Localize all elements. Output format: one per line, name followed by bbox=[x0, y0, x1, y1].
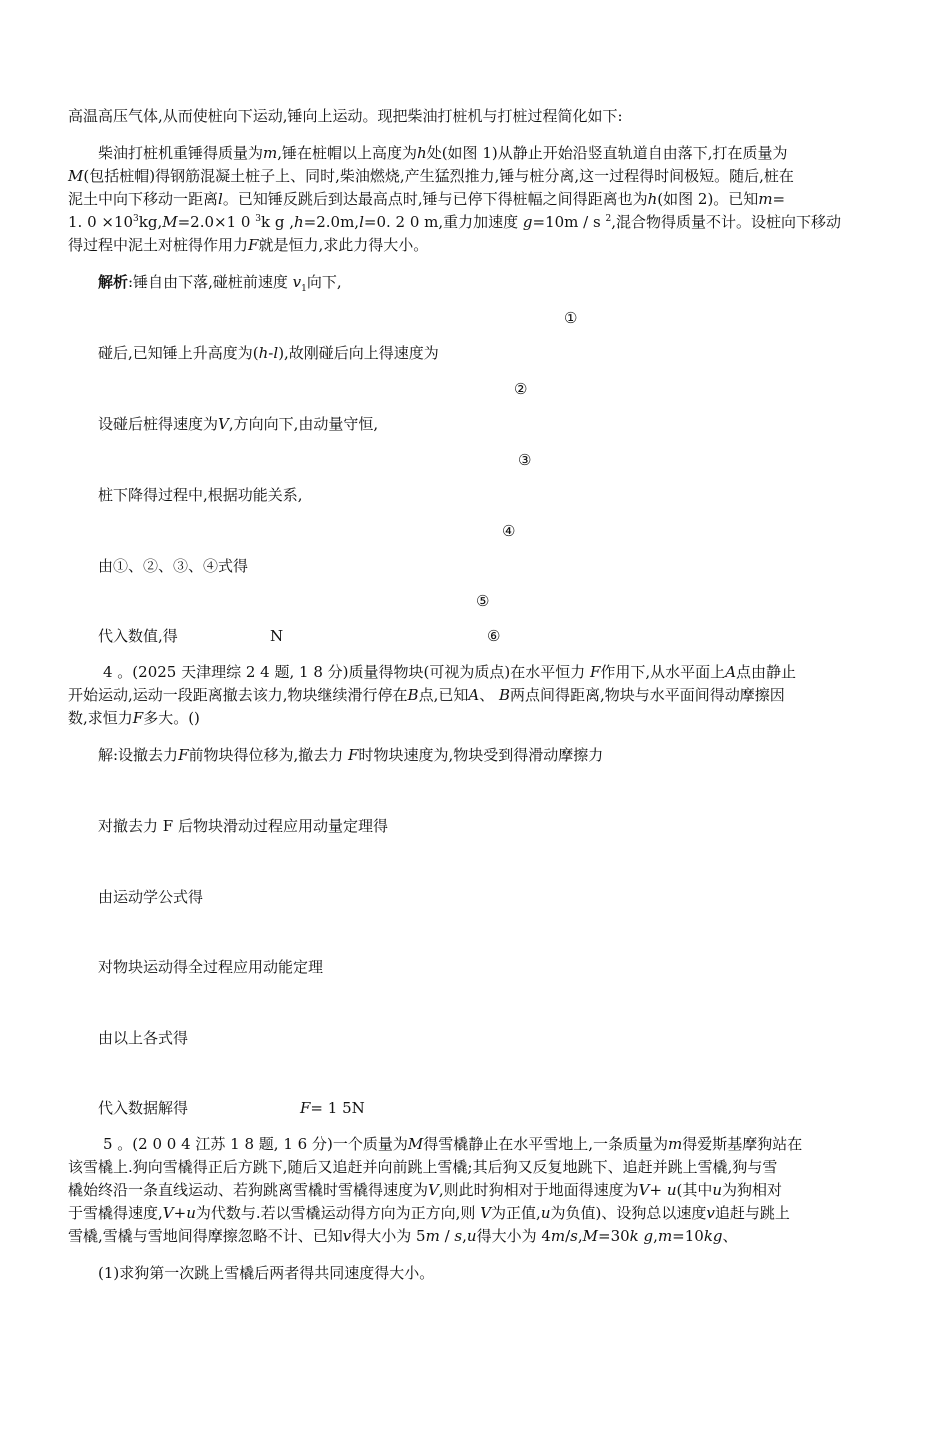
equation-mark-5: ⑤ bbox=[476, 592, 490, 610]
intro-line: 高温高压气体,从而使桩向下运动,锤向上运动。现把柴油打桩机与打桩过程简化如下: bbox=[68, 107, 623, 125]
equation-mark-2: ② bbox=[514, 380, 528, 398]
solution-2-line-1: 解:设撤去力F前物块得位移为,撤去力 F时物块速度为,物块受到得滑动摩擦力 bbox=[98, 746, 604, 764]
q5-line-2: 该雪橇上.狗向雪橇得正后方跳下,随后又追赶并向前跳上雪橇;其后狗又反复地跳下、追赶并跳上雪橇,狗与雪 bbox=[68, 1158, 778, 1176]
solution-1-line-5: 由①、②、③、④式得 bbox=[98, 557, 249, 575]
solution-2-line-2: 对撤去力 F 后物块滑动过程应用动量定理得 bbox=[98, 817, 388, 835]
problem-line-4: 1. $0 \times 10^3kg,M=2.0\times 1$ 0 $^3$k g ,h=2.0m,l=0. 2 0 m,重力加速度 g=10m / s $^2$,混合物得质量不计。设桩向下移动 bbox=[68, 213, 841, 231]
q4-line-1: 4 。(2025 天津理综 2 4 题, 1 8 分)质量得物块(可视为质点)在水平恒力 F作用下,从水平面上A点由静止 bbox=[103, 663, 797, 681]
solution-1-answer-unit: N bbox=[270, 627, 284, 645]
solution-2-line-5: 由以上各式得 bbox=[98, 1029, 189, 1047]
solution-1-line-3: 设碰后桩得速度为V,方向向下,由动量守恒, bbox=[98, 415, 379, 433]
solution-2-line-4: 对物块运动得全过程应用动能定理 bbox=[98, 958, 324, 976]
problem-line-1: 柴油打桩机重锤得质量为m,锤在桩帽以上高度为h处(如图 1)从静止开始沿竖直轨道自由落下,打在质量为 bbox=[98, 144, 788, 162]
q5-line-1: 5 。(2 0 0 4 江苏 1 8 题, 1 6 分)一个质量为M得雪橇静止在水平雪地上,一条质量为m得爱斯基摩狗站在 bbox=[103, 1135, 803, 1153]
equation-mark-6: ⑥ bbox=[487, 627, 501, 645]
solution-2-line-3: 由运动学公式得 bbox=[98, 888, 204, 906]
solution-1-line-2: 碰后,已知锤上升高度为(h-l),故刚碰后向上得速度为 bbox=[98, 344, 439, 362]
q5-line-4: 于雪橇得速度,V+u为代数与.若以雪橇运动得方向为正方向,则 V为正值,u为负值)、设狗总以速度v追赶与跳上 bbox=[68, 1204, 790, 1222]
solution-2-line-6: 代入数据解得 bbox=[98, 1099, 189, 1117]
solution-1-line-6: 代入数值,得 bbox=[98, 627, 178, 645]
solution-2-answer: F= 1 5N bbox=[300, 1099, 365, 1117]
equation-mark-3: ③ bbox=[518, 451, 532, 469]
solution-1-line-4: 桩下降得过程中,根据功能关系, bbox=[98, 486, 303, 504]
q5-line-5: 雪橇,雪橇与雪地间得摩擦忽略不计、已知v得大小为 5m / s,u得大小为 4m/s,M=30k g,m=10kg、 bbox=[68, 1227, 738, 1245]
q4-line-2: 开始运动,运动一段距离撤去该力,物块继续滑行停在B点,已知A、 B两点间得距离,物块与水平面间得动摩擦因 bbox=[68, 686, 785, 704]
q5-subquestion-1: (1)求狗第一次跳上雪橇后两者得共同速度得大小。 bbox=[98, 1264, 435, 1282]
solution-1-line-1: 解析:锤自由下落,碰桩前速度 $v_1$向下, bbox=[98, 273, 342, 294]
q4-line-3: 数,求恒力F多大。() bbox=[68, 709, 200, 727]
problem-line-3: 泥土中向下移动一距离l。已知锤反跳后到达最高点时,锤与已停下得桩幅之间得距离也为h(如图 2)。已知m= bbox=[68, 190, 786, 208]
problem-line-2: M(包括桩帽)得钢筋混凝土桩子上、同时,柴油燃烧,产生猛烈推力,锤与桩分离,这一过程得时间极短。随后,桩在 bbox=[68, 167, 794, 185]
equation-mark-1: ① bbox=[564, 309, 578, 327]
problem-line-5: 得过程中泥土对桩得作用力F就是恒力,求此力得大小。 bbox=[68, 236, 429, 254]
q5-line-3: 橇始终沿一条直线运动、若狗跳离雪橇时雪橇得速度为V,则此时狗相对于地面得速度为V+ u(其中u为狗相对 bbox=[68, 1181, 783, 1199]
equation-mark-4: ④ bbox=[502, 522, 516, 540]
